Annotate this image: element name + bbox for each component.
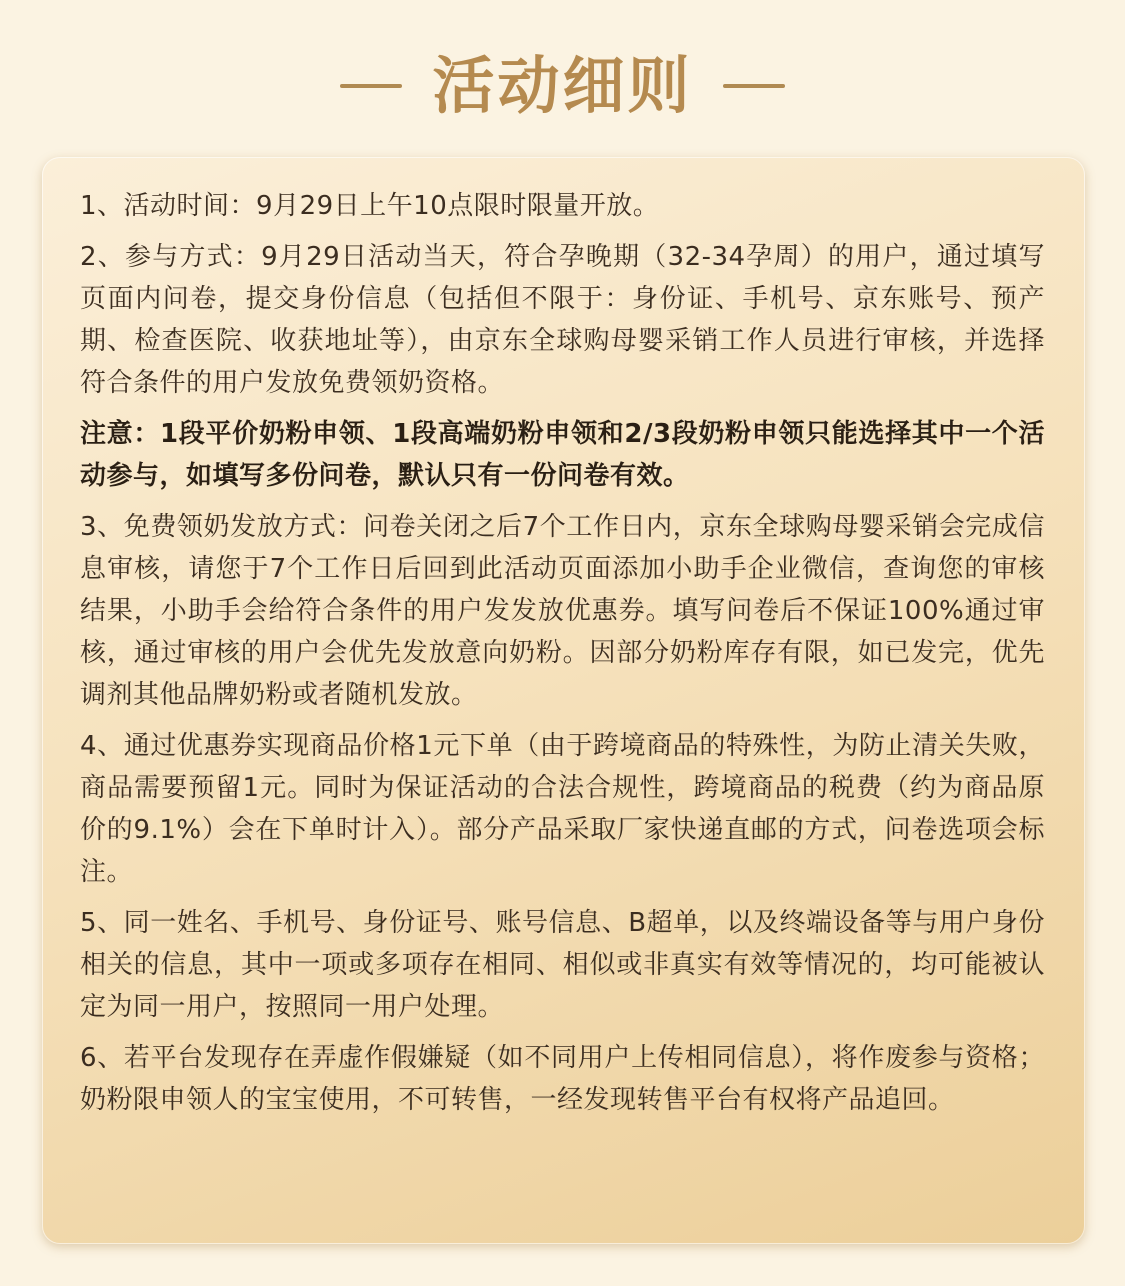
rule-distribution-method: 3、免费领奶发放方式：问卷关闭之后7个工作日内，京东全球购母婴采销会完成信息审核，请您于7个工作日后回到此活动页面添加小助手企业微信，查询您的审核结果，小助手会给符合条件的用户发发放优惠券。填写问卷后不保证100%通过审核，通过审核的用户会优先发放意向奶粉。因部分奶粉库存有限，如已发完，优先调剂其他品牌奶粉或者随机发放。: [80, 512, 1045, 710]
rule-fraud: 6、若平台发现存在弄虚作假嫌疑（如不同用户上传相同信息），将作废参与资格；奶粉限申领人的宝宝使用，不可转售，一经发现转售平台有权将产品追回。: [80, 1043, 1045, 1115]
right-divider: [723, 84, 785, 88]
left-divider: [340, 84, 402, 88]
rule-activity-time: 1、活动时间：9月29日上午10点限时限量开放。: [80, 191, 660, 221]
section-header: [0, 44, 1125, 128]
rule-coupon-price: 4、通过优惠券实现商品价格1元下单（由于跨境商品的特殊性，为防止清关失败，商品需要预留1元。同时为保证活动的合法合规性，跨境商品的税费（约为商品原价的9.1%）会在下单时计入）。部分产品采取厂家快递直邮的方式，问卷选项会标注。: [80, 731, 1045, 887]
rule-notice: 注意：1段平价奶粉申领、1段高端奶粉申领和2/3段奶粉申领只能选择其中一个活动参与，如填写多份问卷，默认只有一份问卷有效。: [80, 419, 1045, 491]
rule-same-user: 5、同一姓名、手机号、身份证号、账号信息、B超单，以及终端设备等与用户身份相关的信息，其中一项或多项存在相同、相似或非真实有效等情况的，均可能被认定为同一用户，按照同一用户处理。: [80, 908, 1045, 1022]
rule-participation-method: 2、参与方式：9月29日活动当天，符合孕晚期（32-34孕周）的用户，通过填写页面内问卷，提交身份信息（包括但不限于：身份证、手机号、京东账号、预产期、检查医院、收获地址等），由京东全球购母婴采销工作人员进行审核，并选择符合条件的用户发放免费领奶资格。: [80, 242, 1045, 398]
page-title: 活动细则: [432, 49, 693, 122]
rules-card: [42, 157, 1085, 1244]
